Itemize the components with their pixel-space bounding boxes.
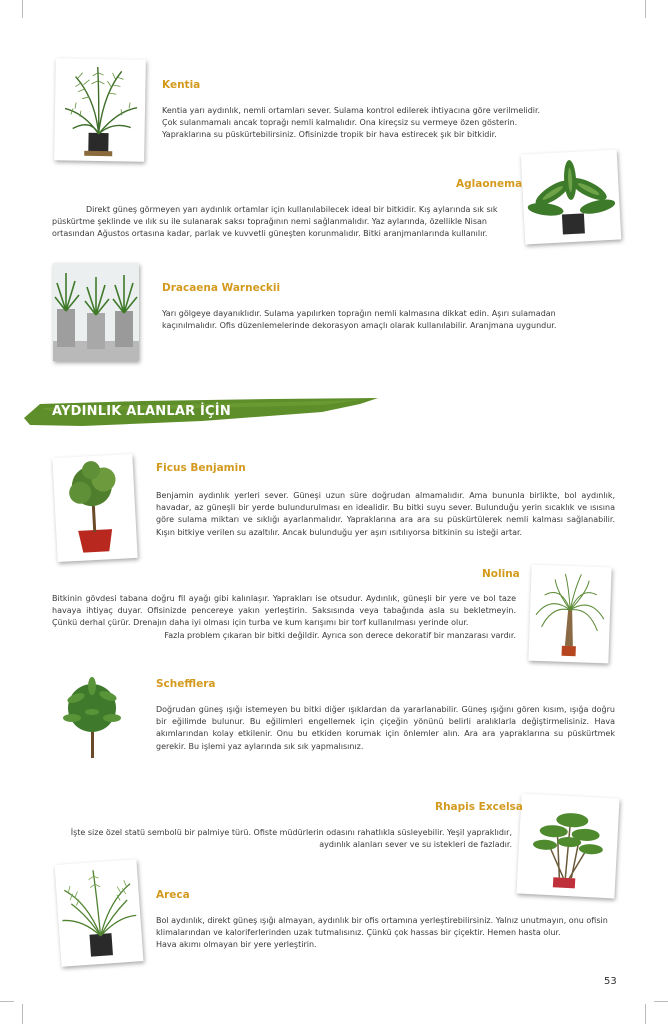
crop-mark: [645, 1004, 646, 1024]
text-line: Çok sulanmamalı ancak toprağı nemli kalmalıdır. Ona kireçsiz su vermeye özen gösterin.: [162, 118, 518, 128]
crop-mark: [0, 1001, 14, 1002]
plant-description: Benjamin aydınlık yerleri sever. Güneşi uzun süre doğrudan almamalıdır. Ama bununla birlikte, bol aydınlık, havadar, az güneşli bir yerde bulundurulması en idealidir. Bu bitki suyu sever. Bulunduğu yerin sıcaklık ve ısısına göre sulama miktarı ve sıklığı ayarlanmalıdır. Yapraklarına ara ara su püskürtülerek nemli kalması sağlanabilir. Kışın bitkiye verilen su azaltılır. Ancak bulunduğu yer aşırı ısıtılıyorsa bitkinin su isteği artar.: [156, 491, 615, 537]
schefflera-photo: [52, 668, 134, 764]
aglaonema-photo: [521, 150, 622, 245]
plant-description: [162, 308, 582, 332]
crop-mark: [654, 1001, 668, 1002]
ficus-photo: [52, 454, 137, 562]
rhapis-photo: [516, 794, 619, 899]
dracaena-photo: [53, 263, 139, 361]
crop-mark: [22, 1004, 23, 1024]
plant-title: Rhapis Excelsa: [435, 801, 523, 813]
crop-mark: [645, 0, 646, 18]
text-line: Fazla problem çıkaran bir bitki değildir. Ayrıca son derece dekoratif bir manzarası vardır.: [164, 630, 516, 640]
text-line: kaçınılmalıdır. Ofis düzenlemelerinde dekorasyon amaçlı olarak kullanılabilir. Aranjmana uygundur.: [162, 321, 557, 331]
text-line: püskürtme şeklinde ve ılık su ile sulanarak saksı toprağının nemi sağlanmalıdır. Yaz aylarında, özellikle Nisan: [52, 217, 487, 227]
plant-description: Doğrudan güneş ışığı istemeyen bu bitki diğer ışıklardan da yararlanabilir. Güneş ışığını gören kısım, ışığa doğru bir eğilimde bulunur. Bu eğilimleri engellemek için çiçeğin yönünü belirli aralıklarla değiştirmelisiniz. Hava akımlarından kolay etkilenir. Onu bu etkiden korumak için önlemler alın. Ara ara yapraklarına su püskürtmek gerekir. Bu işlemi yaz aylarında sık sık yapmalısınız.: [156, 705, 615, 751]
text-line: klimalarından ve kaloriferlerinden uzak tutmalısınız. Çünkü çok hassas bir çiçektir. Hemen hasta olur.: [156, 928, 561, 938]
text-paragraph: Bitkinin gövdesi tabana doğru fil ayağı gibi kalınlaşır. Yaprakları ise otsudur. Aydınlık, güneşli bir yere ve bol taze havaya ihtiyaç duyar. Ofisinizde pencereye yakın yerleştirin. Saksısında veya tabağında asla su bekletmeyin. Çünkü derhal çürür. Drenajın daha iyi olması için turba ve kum karışımı bir torf kullanılması yerinde olur.: [52, 594, 516, 628]
text-line: Hava akımı olmayan bir yere yerleştirin.: [156, 940, 317, 950]
plant-description: [52, 827, 512, 851]
plant-title: Kentia: [162, 79, 201, 91]
section-banner: [22, 396, 382, 430]
plant-title: Aglaonema: [456, 178, 523, 190]
text-line: Direkt güneş görmeyen yarı aydınlık ortamlar için kullanılabilecek ideal bir bitkidir. Kış aylarında sık sık: [86, 205, 498, 214]
text-line: Bol aydınlık, direkt güneş ışığı almayan, aydınlık bir ofis ortamına yerleştirebilirsiniz. Yalnız unutmayın, onu ofisin: [156, 916, 608, 925]
plant-description: [162, 105, 582, 142]
nolina-photo: [528, 565, 611, 664]
plant-title: Areca: [156, 889, 190, 901]
plant-description: [156, 915, 618, 952]
plant-title: Dracaena Warneckii: [162, 282, 281, 294]
plant-title: Nolina: [482, 568, 520, 580]
page-number: 53: [604, 976, 617, 987]
section-title: AYDINLIK ALANLAR İÇİN: [52, 404, 231, 419]
crop-mark: [22, 0, 23, 18]
text-line: İşte size özel statü sembolü bir palmiye türü. Ofiste müdürlerin odasını rahatlıkla süsleyebilir. Yeşil yapraklıdır,: [70, 828, 512, 837]
plant-title: Schefflera: [156, 678, 216, 690]
text-line: Kentia yarı aydınlık, nemli ortamları sever. Sulama kontrol edilerek ihtiyacına göre verilmelidir.: [162, 106, 541, 115]
plant-description: [52, 593, 516, 642]
plant-title: Ficus Benjamin: [156, 462, 246, 474]
text-line: aydınlık alanları sever ve su istekleri de fazladır.: [319, 840, 512, 850]
text-line: Yapraklarına su püskürtebilirsiniz. Ofisinizde tropik bir hava estirecek şık bir bitkidir.: [162, 130, 497, 140]
areca-photo: [55, 859, 144, 966]
kentia-photo: [54, 58, 146, 162]
text-line: Yarı gölgeye dayanıklıdır. Sulama yapılırken toprağın nemli kalmasına dikkat edin. Aşırı sulamadan: [162, 309, 556, 318]
plant-description: [52, 204, 514, 241]
text-line: ortasından Ağustos ortasına kadar, parlak ve kuvvetli güneşten korunmalıdır. Bitki aranjmanlarında kullanılır.: [52, 229, 488, 239]
